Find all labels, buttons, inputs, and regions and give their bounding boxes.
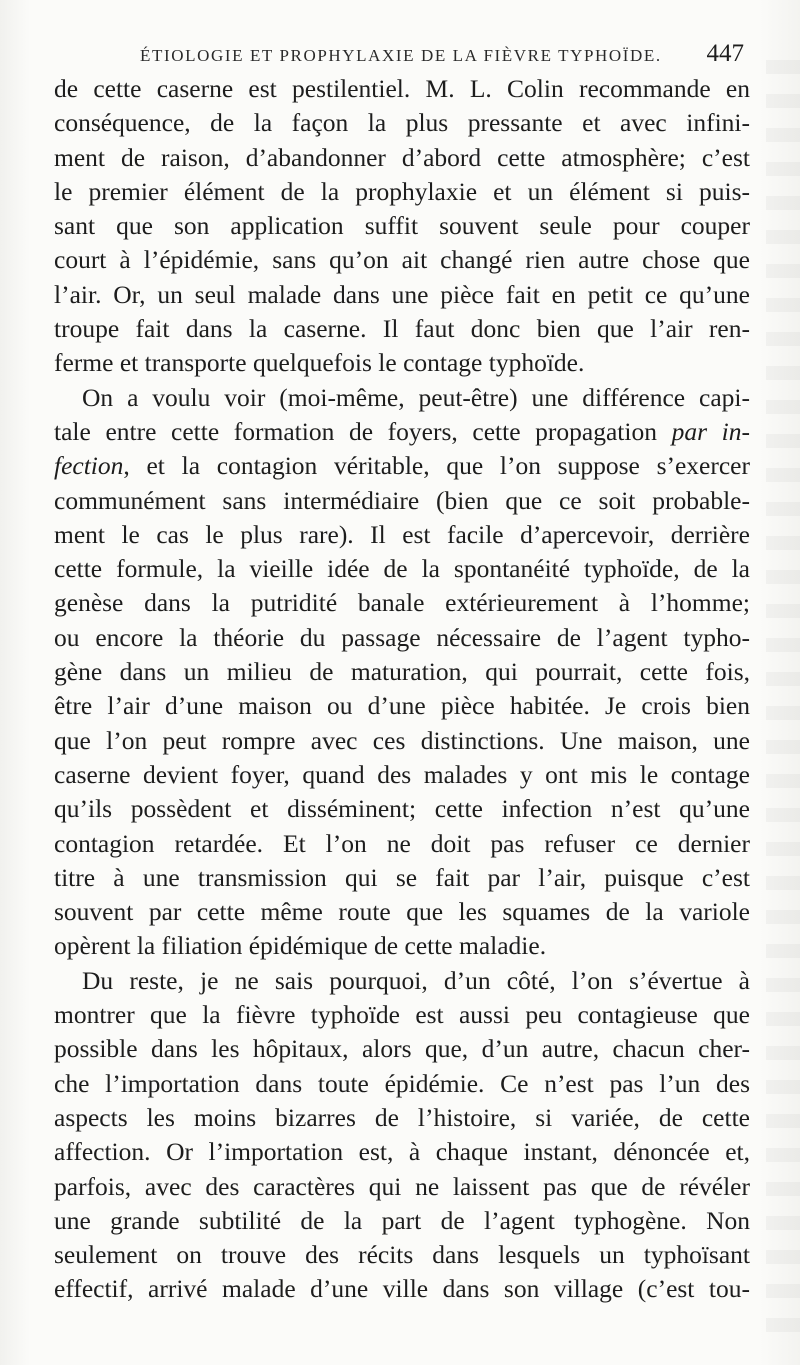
body-text (54, 72, 750, 1307)
text-line: ment le cas le plus rare). Il est facile d’apercevoir, derrière (54, 519, 750, 549)
text-line: parfois, avec des caractères qui ne laissent pas que de révéler (54, 1171, 750, 1201)
text-line: de cette caserne est pestilentiel. M. L. Colin recommande en (54, 74, 750, 103)
text-line: affection. Or l’importation est, à chaque instant, dénoncée et, (54, 1137, 750, 1167)
text-line: opèrent la filiation épidémique de cette maladie. (54, 931, 547, 961)
text-line: l’air. Or, un seul malade dans une pièce fait en petit ce qu’une (54, 279, 750, 309)
text-line: cette formule, la vieille idée de la spontanéité typhoïde, de la (54, 554, 750, 584)
text-line: sant que son application suffit souvent seule pour couper (54, 211, 750, 241)
page-header (56, 40, 752, 72)
text-line: ment de raison, d’abandonner d’abord cette atmosphère; c’est (54, 142, 750, 172)
text-line: communément sans intermédiaire (bien que ce soit probable- (54, 485, 750, 515)
text-line: effectif, arrivé malade d’une ville dans son village (c’est tou- (54, 1274, 750, 1304)
text-line: Du reste, je ne sais pourquoi, d’un côté, l’on s’évertue à (82, 965, 750, 995)
text-line: fection, et la contagion véritable, que l’on suppose s’exercer (54, 451, 750, 481)
text-line: titre à une transmission qui se fait par l’air, puisque c’est (54, 862, 750, 892)
text-line: ferme et transporte quelquefois le contage typhoïde. (54, 348, 585, 378)
text-line: conséquence, de la façon la plus pressante et avec infini- (54, 108, 750, 138)
text-line: que l’on peut rompre avec ces distinctions. Une maison, une (54, 725, 750, 755)
text-line: souvent par cette même route que les squames de la variole (54, 897, 750, 927)
text-line: caserne devient foyer, quand des malades y ont mis le contage (54, 759, 750, 789)
text-line: contagion retardée. Et l’on ne doit pas refuser ce dernier (54, 828, 750, 858)
text-line: qu’ils possèdent et disséminent; cette infection n’est qu’une (54, 794, 750, 824)
text-line: tale entre cette formation de foyers, cette propagation par in- (54, 416, 750, 446)
text-line: aspects les moins bizarres de l’histoire, si variée, de cette (54, 1102, 750, 1132)
page-number: 447 (706, 40, 744, 67)
text-line: gène dans un milieu de maturation, qui pourrait, cette fois, (54, 657, 750, 687)
text-line: possible dans les hôpitaux, alors que, d’un autre, chacun cher- (54, 1034, 750, 1064)
text-line: le premier élément de la prophylaxie et un élément si puis- (54, 176, 750, 206)
text-line: montrer que la fièvre typhoïde est aussi peu contagieuse que (54, 1000, 750, 1030)
text-line: che l’importation dans toute épidémie. Ce n’est pas l’un des (54, 1068, 750, 1098)
text-line: une grande subtilité de la part de l’agent typhogène. Non (54, 1205, 750, 1235)
text-line: seulement on trouve des récits dans lesquels un typhoïsant (54, 1240, 750, 1270)
bleed-through-shadow (766, 60, 800, 1340)
running-title: ÉTIOLOGIE ET PROPHYLAXIE DE LA FIÈVRE TYPHOÏDE. (140, 46, 662, 65)
text-line: être l’air d’une maison ou d’une pièce habitée. Je crois bien (54, 691, 750, 721)
text-line: court à l’épidémie, sans qu’on ait changé rien autre chose que (54, 245, 750, 275)
text-line: On a voulu voir (moi-même, peut-être) une différence capi- (82, 382, 750, 412)
text-line: genèse dans la putridité banale extérieurement à l’homme; (54, 588, 750, 618)
text-line: troupe fait dans la caserne. Il faut donc bien que l’air ren- (54, 314, 750, 344)
text-line: ou encore la théorie du passage nécessaire de l’agent typho- (54, 622, 750, 652)
